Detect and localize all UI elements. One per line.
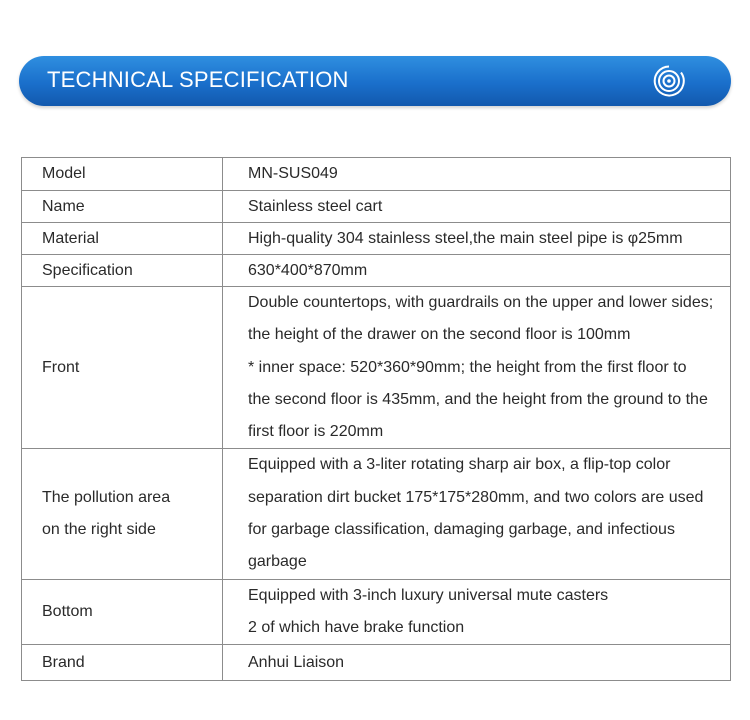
spec-label: Front xyxy=(22,287,223,449)
spec-label: Bottom xyxy=(22,579,223,645)
banner-title: TECHNICAL SPECIFICATION xyxy=(47,67,349,92)
spec-row-front xyxy=(22,287,731,449)
spec-value: Double countertops, with guardrails on the upper and lower sides; the height of the drawer on the second floor is 100mm * inner space: 520*360*90mm; the height from the first floor to the second floor is 435mm, and the height from the ground to the first floor is 220mm xyxy=(223,287,731,449)
spec-row-pollution-area xyxy=(22,449,731,579)
spec-value: 630*400*870mm xyxy=(223,255,731,287)
spec-value: Anhui Liaison xyxy=(223,645,731,681)
spec-row-name xyxy=(22,191,731,223)
spec-label: Model xyxy=(22,158,223,191)
spec-row-material xyxy=(22,223,731,255)
spec-value: Equipped with 3-inch luxury universal mute casters 2 of which have brake function xyxy=(223,579,731,645)
spec-value: Stainless steel cart xyxy=(223,191,731,223)
spec-label: Name xyxy=(22,191,223,223)
spec-value: MN-SUS049 xyxy=(223,158,731,191)
spec-value: High-quality 304 stainless steel,the main steel pipe is φ25mm xyxy=(223,223,731,255)
spec-row-specification xyxy=(22,255,731,287)
spec-row-brand xyxy=(22,645,731,681)
spec-label: Specification xyxy=(22,255,223,287)
spec-label: Brand xyxy=(22,645,223,681)
spec-table xyxy=(21,157,731,681)
spec-label: The pollution area on the right side xyxy=(22,449,223,579)
spec-row-bottom xyxy=(22,579,731,645)
spec-row-model xyxy=(22,158,731,191)
spec-label: Material xyxy=(22,223,223,255)
spec-value: Equipped with a 3-liter rotating sharp air box, a flip-top color separation dirt bucket 175*175*280mm, and two colors are used for garbage classification, damaging garbage, and infectious garbage xyxy=(223,449,731,579)
section-banner xyxy=(19,56,731,106)
target-icon xyxy=(652,64,686,98)
